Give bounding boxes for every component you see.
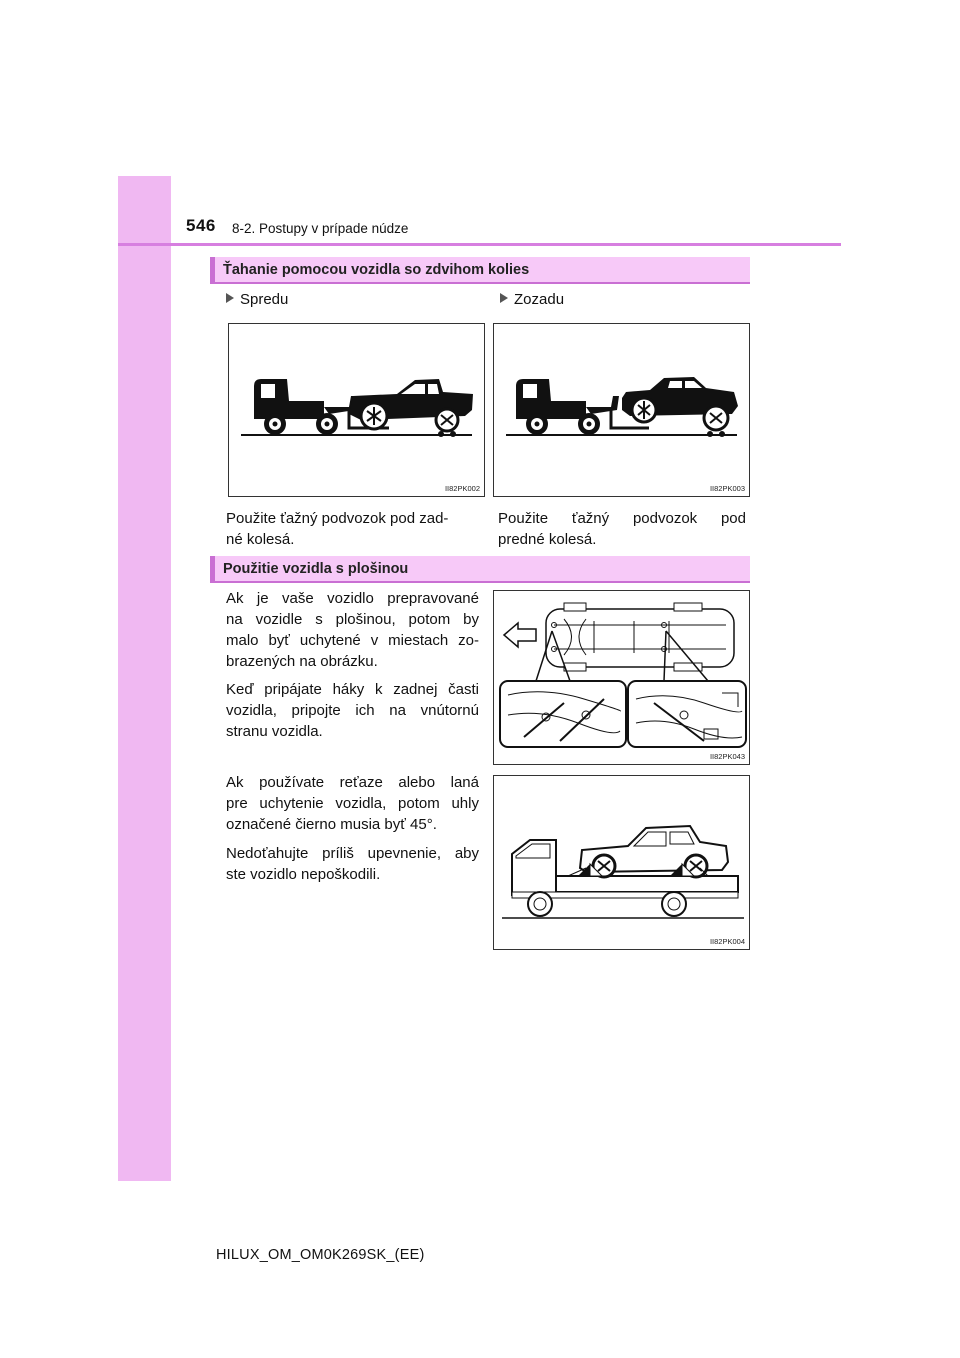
triangle-bullet-icon: [500, 293, 508, 303]
footer-doc-id: HILUX_OM_OM0K269SK_(EE): [216, 1247, 425, 1263]
tow-truck-illustration: [494, 324, 749, 496]
caption-front: [226, 508, 478, 550]
caption-line: né kolesá.: [226, 531, 295, 548]
tow-truck-illustration: [229, 324, 484, 496]
triangle-bullet-icon: [226, 293, 234, 303]
chapter-title: 8-2. Postupy v prípade núdze: [232, 221, 409, 236]
figure-code: II82PK043: [709, 752, 745, 761]
text-line: stranu vozidla.: [226, 723, 323, 740]
figure-front-tow: [228, 323, 485, 497]
section-heading-flatbed: [210, 556, 750, 583]
figure-rear-tow: [493, 323, 750, 497]
caption-line: Použite ťažný podvozok pod: [498, 510, 746, 527]
caption-line: Použite ťažný podvozok pod zad-: [226, 510, 449, 527]
text-line: označené čierno musia byť 45°.: [226, 816, 437, 833]
chassis-tiedown-illustration: [494, 591, 749, 764]
text-line: brazených na obrázku.: [226, 653, 378, 670]
text-line: na vozidle s plošinou, potom by: [226, 611, 479, 628]
paragraph-tiedown: [226, 588, 479, 672]
text-line: Ak používate reťaze alebo laná: [226, 774, 479, 791]
subheading-rear: [500, 291, 564, 308]
text-line: ste vozidlo nepoškodili.: [226, 866, 381, 883]
sidebar-tab: [118, 176, 171, 1181]
section-title: Použitie vozidla s plošinou: [223, 561, 409, 577]
subheading-label: Zozadu: [514, 291, 565, 308]
subheading-front: [226, 291, 288, 308]
paragraph-chains: [226, 772, 479, 835]
caption-line: predné kolesá.: [498, 531, 597, 548]
figure-code: II82PK002: [444, 484, 480, 493]
caption-rear: [498, 508, 746, 550]
text-line: Keď pripájate háky k zadnej časti: [226, 681, 479, 698]
figure-tiedown-points: [493, 590, 750, 765]
text-line: vozidla, pripojte ich na vnútornú: [226, 702, 479, 719]
section-title: Ťahanie pomocou vozidla so zdvihom kolies: [223, 262, 530, 278]
text-line: Nedoťahujte príliš upevnenie, aby: [226, 845, 479, 862]
text-line: malo byť uchytené v miestach zo-: [226, 632, 479, 649]
subheading-label: Spredu: [240, 291, 289, 308]
flatbed-truck-illustration: [494, 776, 749, 949]
paragraph-tightening: [226, 843, 479, 885]
header-rule: [118, 243, 841, 246]
text-line: pre uchytenie vozidla, potom uhly: [226, 795, 479, 812]
figure-flatbed: [493, 775, 750, 950]
text-line: Ak je vaše vozidlo prepravované: [226, 590, 479, 607]
section-heading-wheel-lift: [210, 257, 750, 284]
page-number: 546: [186, 216, 216, 235]
figure-code: II82PK004: [709, 937, 745, 946]
figure-code: II82PK003: [709, 484, 745, 493]
paragraph-rear-hooks: [226, 679, 479, 742]
